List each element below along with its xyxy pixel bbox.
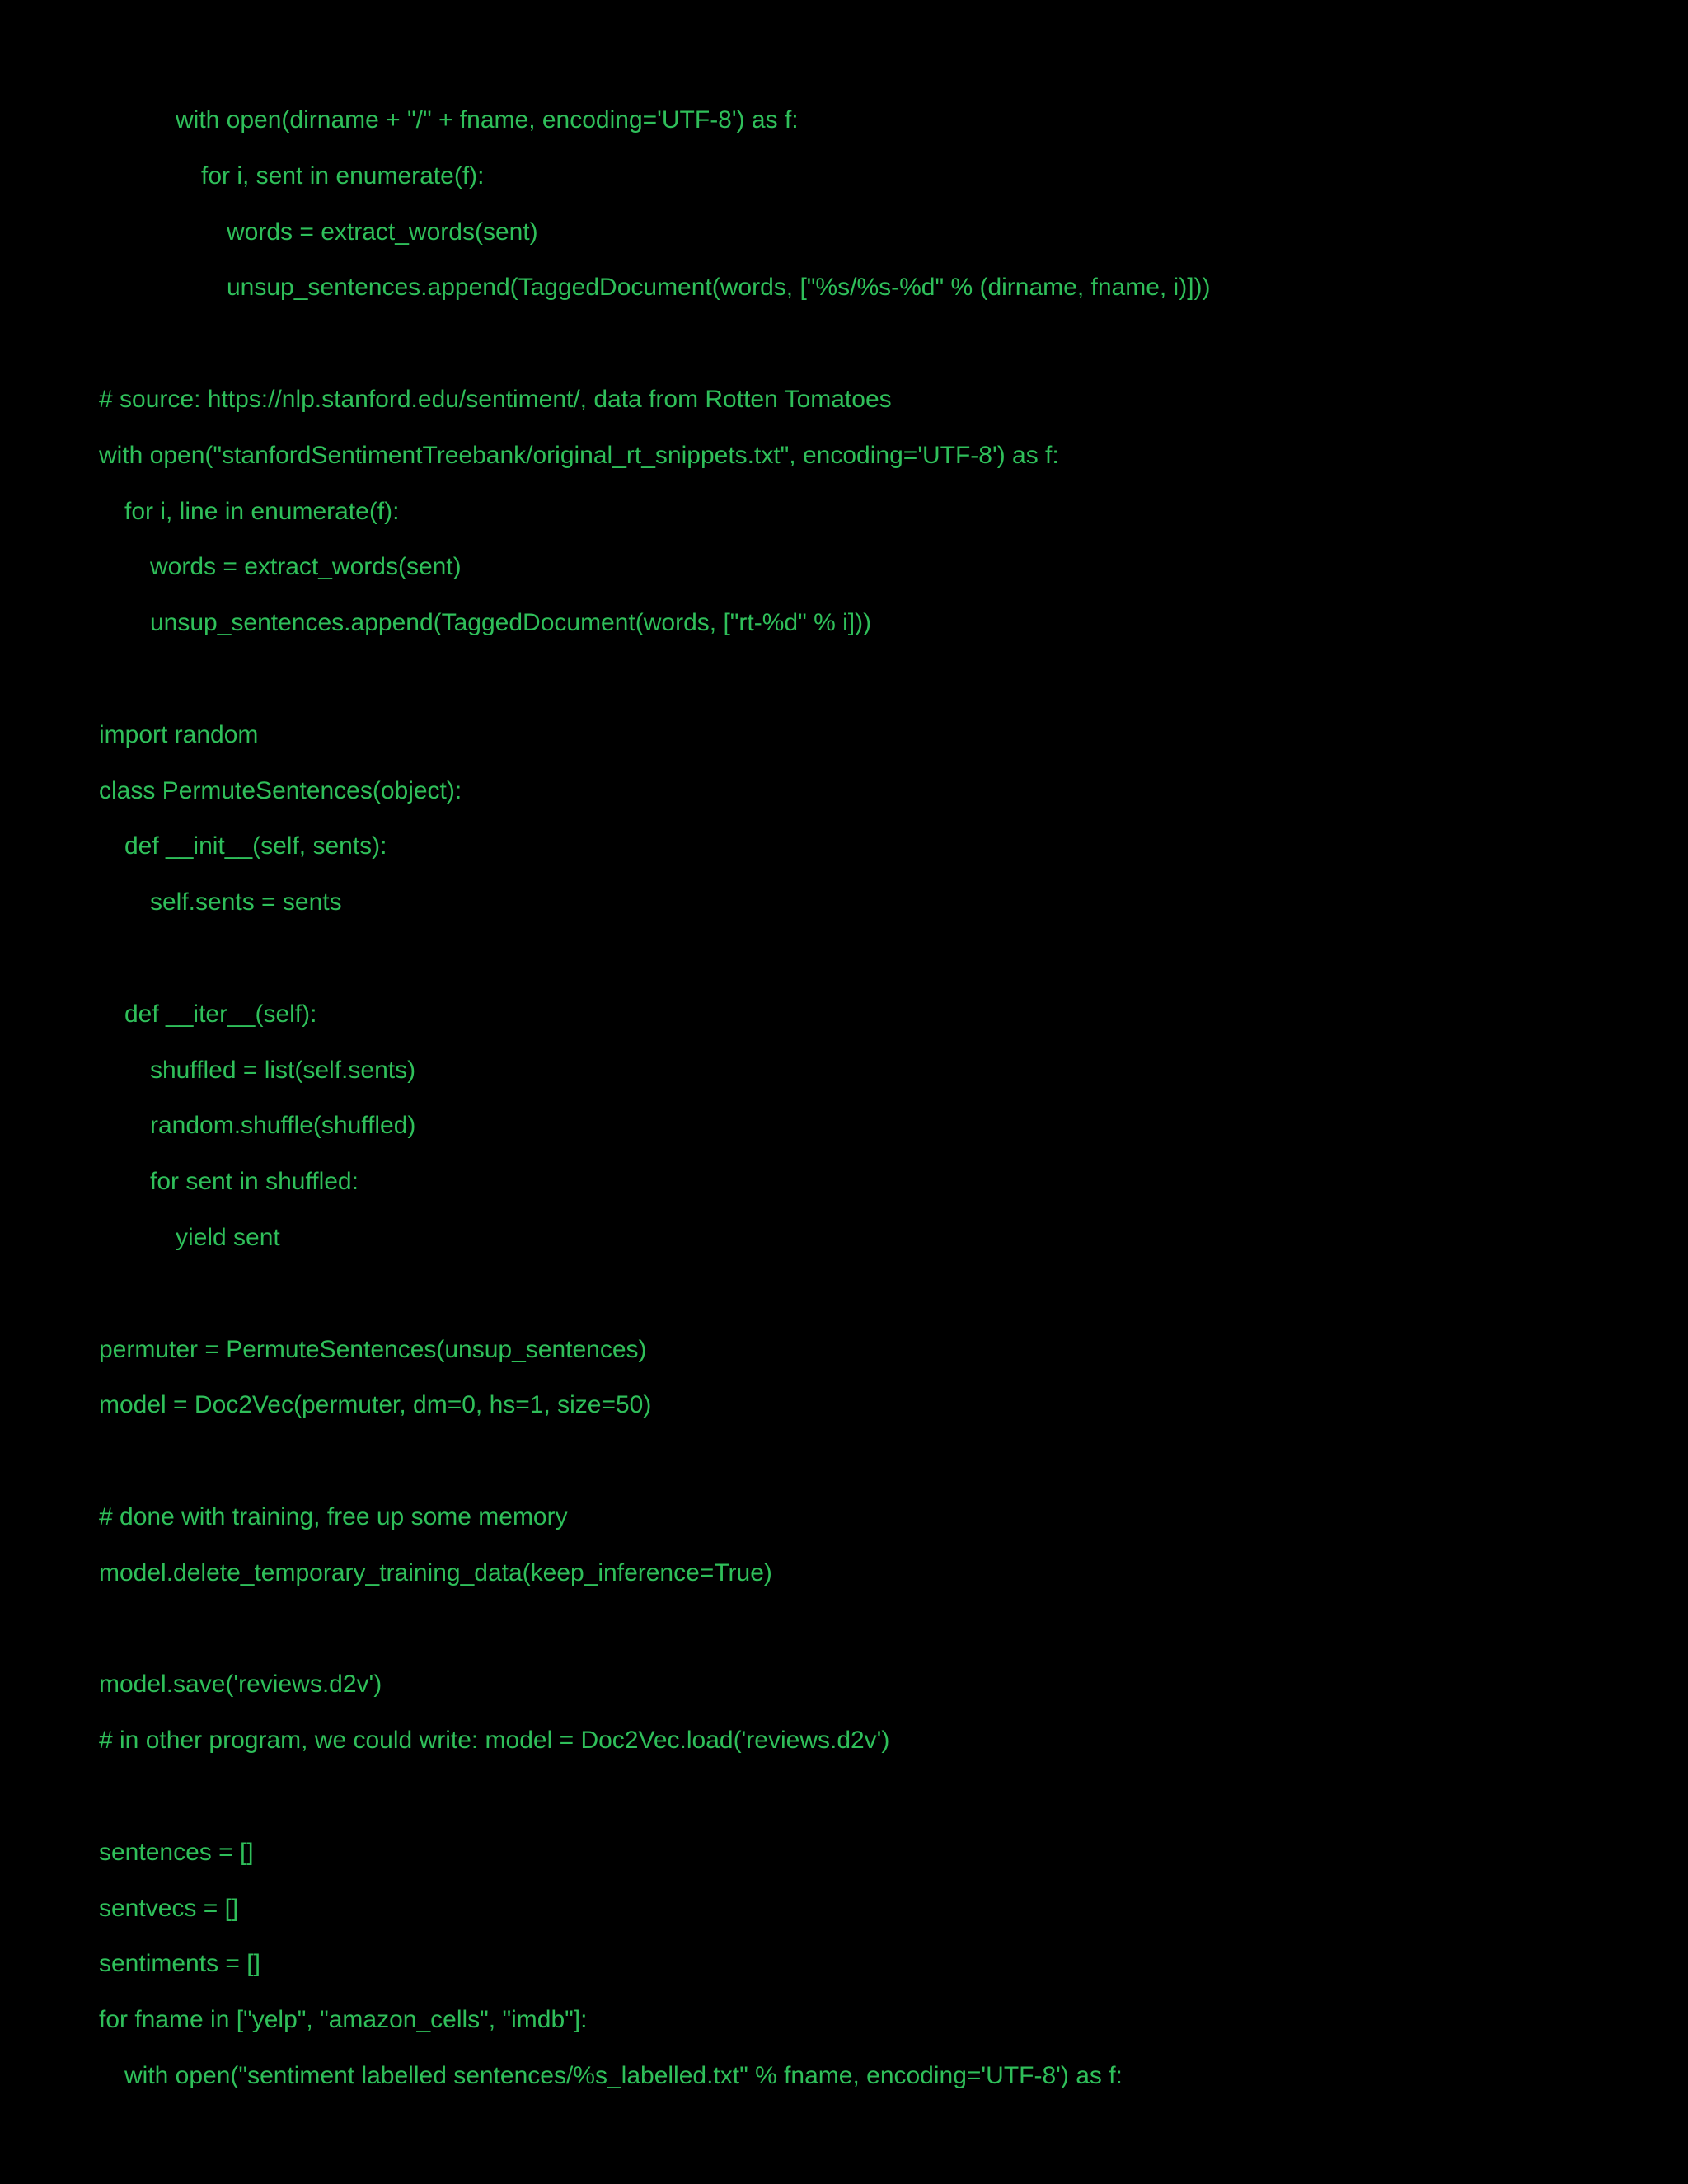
code-line: unsup_sentences.append(TaggedDocument(words, ["rt-%d" % i])) xyxy=(150,609,872,637)
code-line: model.delete_temporary_training_data(keep_inference=True) xyxy=(99,1558,772,1586)
code-line: model = Doc2Vec(permuter, dm=0, hs=1, size=50) xyxy=(99,1391,652,1419)
code-line xyxy=(99,1266,1211,1322)
code-line: for i, line in enumerate(f): xyxy=(124,497,400,525)
code-line: random.shuffle(shuffled) xyxy=(150,1112,416,1140)
code-line: shuffled = list(self.sents) xyxy=(150,1056,416,1084)
code-line: permuter = PermuteSentences(unsup_sentences) xyxy=(99,1335,647,1363)
code-line: for fname in ["yelp", "amazon_cells", "imdb"]: xyxy=(99,2006,588,2034)
code-line: unsup_sentences.append(TaggedDocument(words, ["%s/%s-%d" % (dirname, fname, i)])) xyxy=(227,274,1211,302)
code-line: def __iter__(self): xyxy=(124,1000,317,1028)
code-line: # source: https://nlp.stanford.edu/sentiment/, data from Rotten Tomatoes xyxy=(99,385,892,413)
code-line: sentiments = [] xyxy=(99,1950,260,1978)
code-line: with open("sentiment labelled sentences/%s_labelled.txt" % fname, encoding='UTF-8') as f: xyxy=(124,2061,1123,2089)
code-line xyxy=(99,1769,1211,1825)
code-line xyxy=(99,651,1211,707)
code-line: for i, sent in enumerate(f): xyxy=(201,162,485,190)
code-line: with open("stanfordSentimentTreebank/original_rt_snippets.txt", encoding='UTF-8') as f: xyxy=(99,441,1059,469)
code-line: import random xyxy=(99,720,259,748)
code-listing xyxy=(99,92,1211,2104)
code-line xyxy=(99,316,1211,372)
code-line xyxy=(99,1601,1211,1657)
code-line xyxy=(99,1433,1211,1489)
code-line: with open(dirname + "/" + fname, encoding='UTF-8') as f: xyxy=(176,106,799,134)
code-line: self.sents = sents xyxy=(150,888,342,916)
code-line: model.save('reviews.d2v') xyxy=(99,1671,382,1699)
code-line: words = extract_words(sent) xyxy=(227,218,538,246)
code-line: yield sent xyxy=(176,1223,280,1251)
code-line: sentences = [] xyxy=(99,1838,254,1866)
code-line: class PermuteSentences(object): xyxy=(99,776,462,804)
code-line: for sent in shuffled: xyxy=(150,1168,359,1196)
code-line: # in other program, we could write: model = Doc2Vec.load('reviews.d2v') xyxy=(99,1727,890,1755)
code-line: # done with training, free up some memory xyxy=(99,1502,568,1530)
code-line: words = extract_words(sent) xyxy=(150,553,462,581)
code-line: sentvecs = [] xyxy=(99,1894,239,1922)
code-line: def __init__(self, sents): xyxy=(124,832,387,860)
code-line xyxy=(99,930,1211,987)
